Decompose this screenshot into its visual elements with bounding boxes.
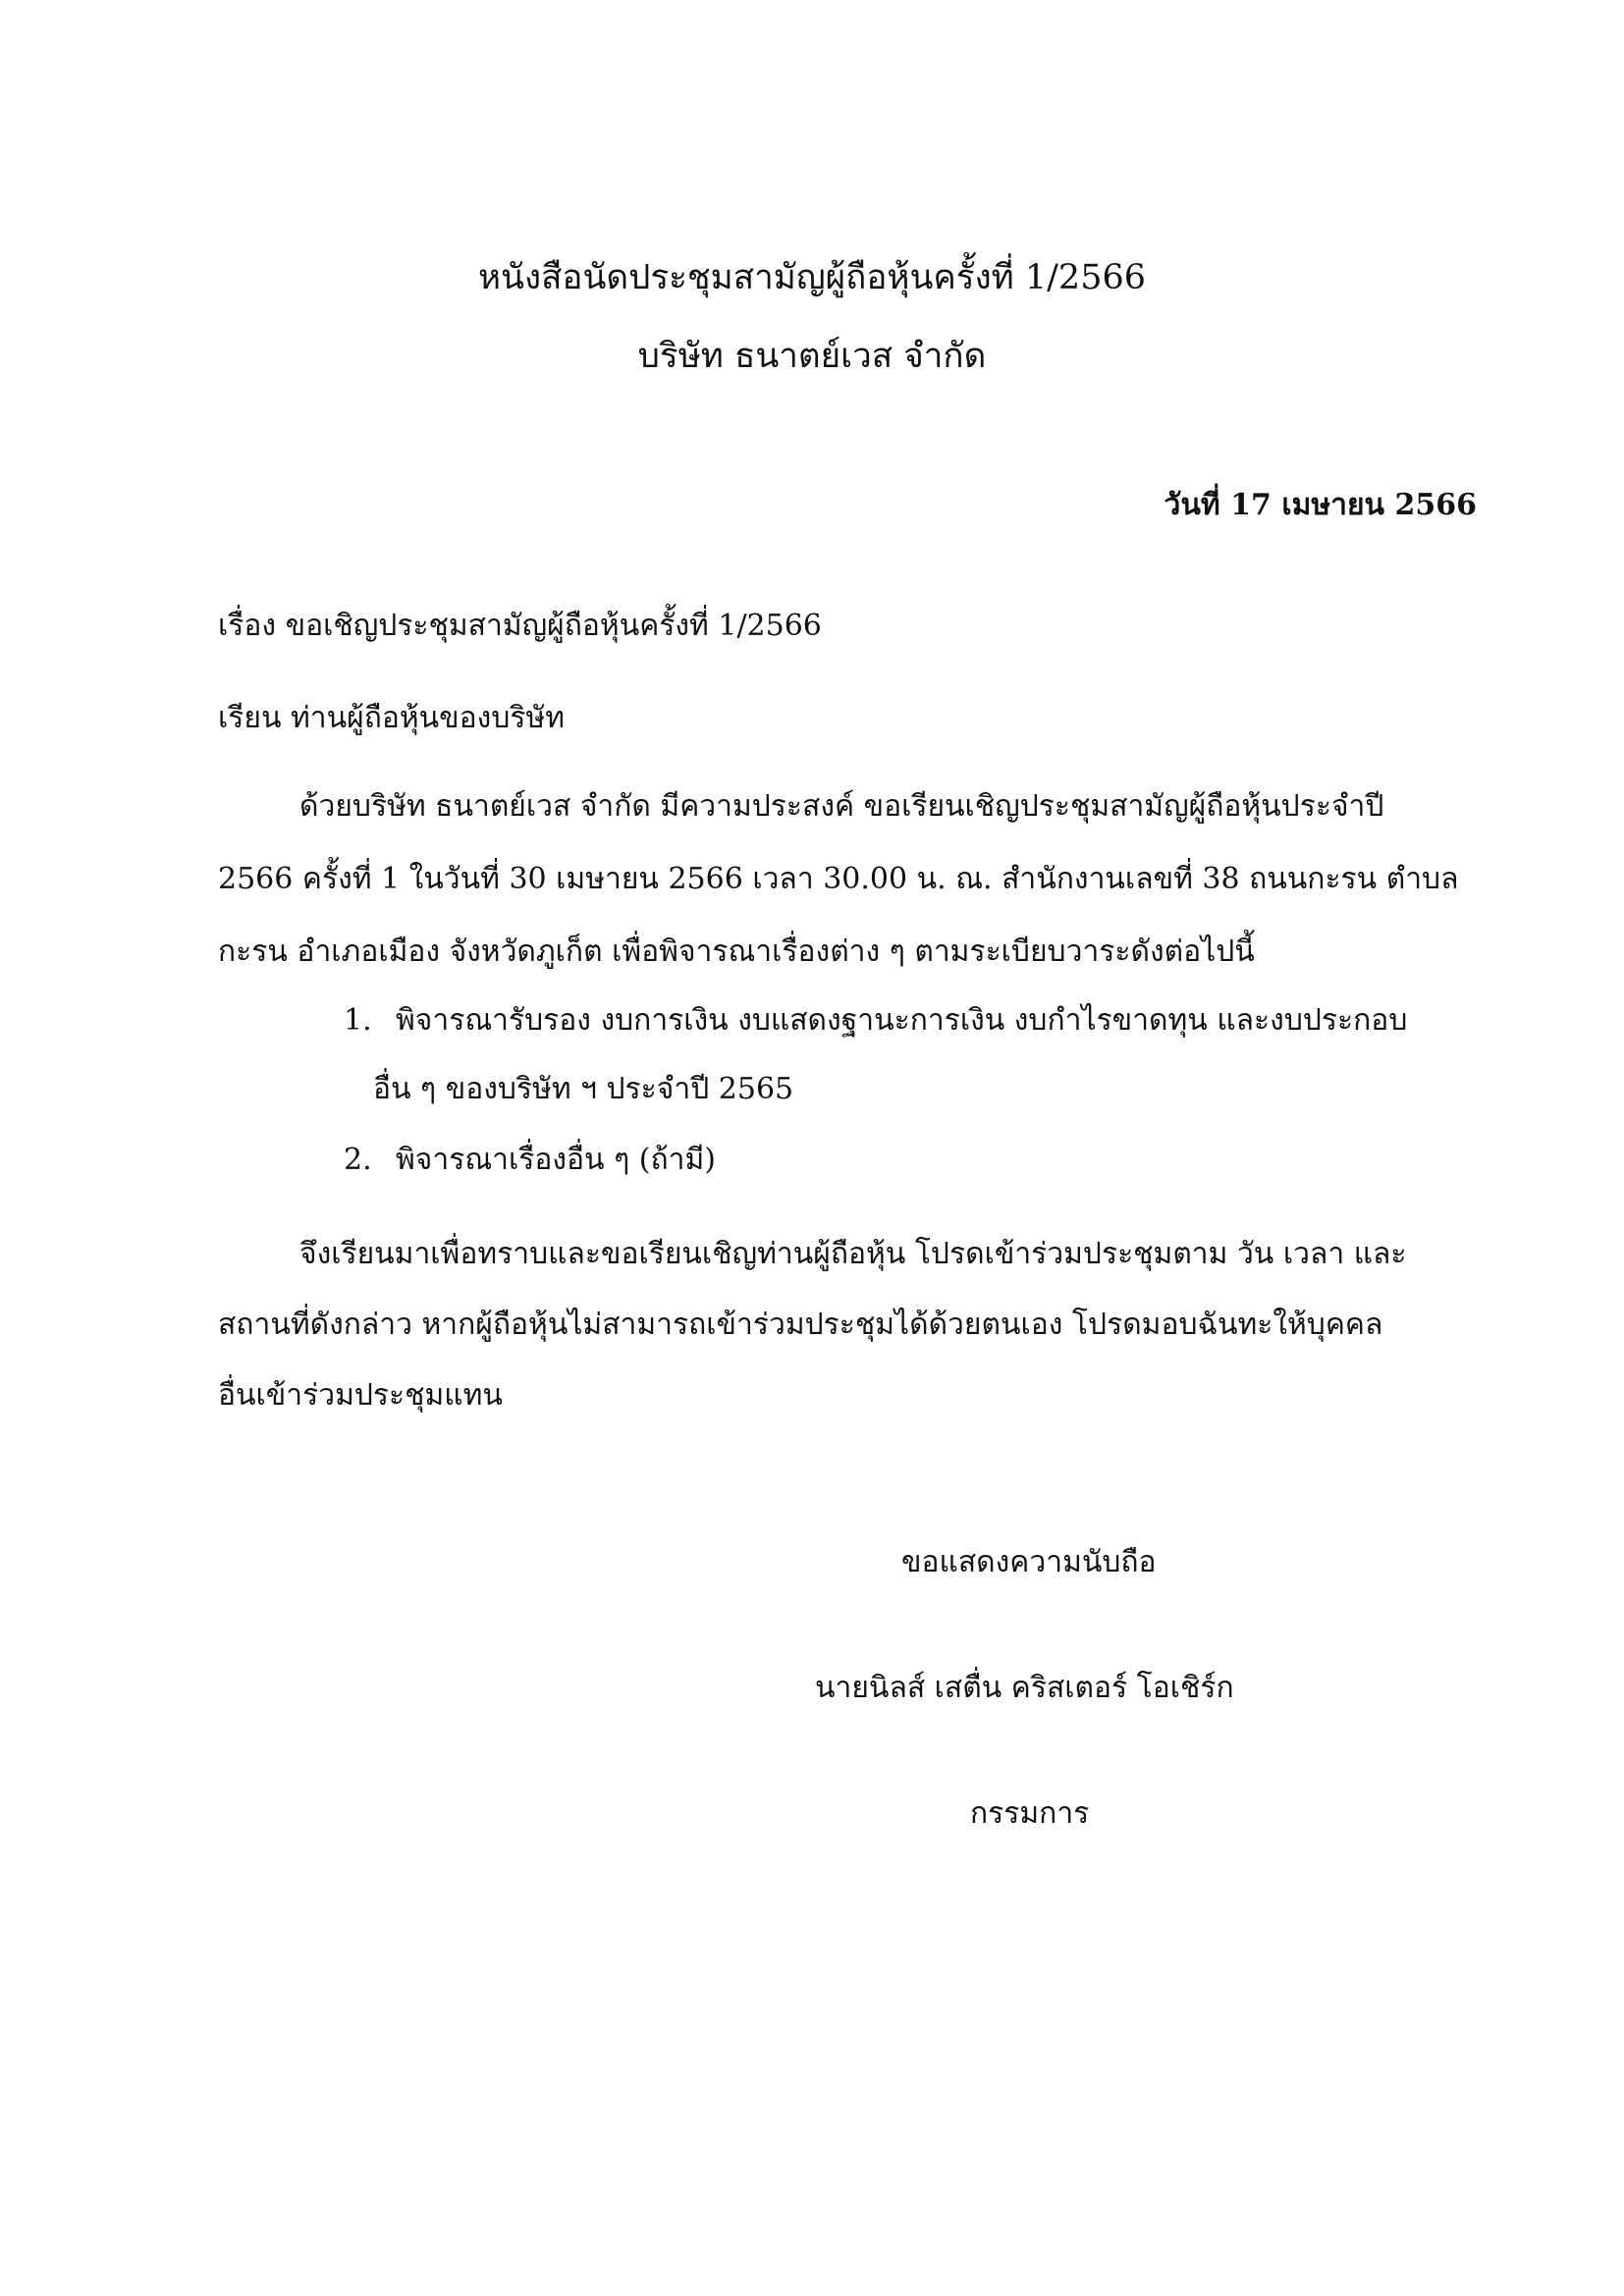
document-title: หนังสือนัดประชุมสามัญผู้ถือหุ้นครั้งที่ 1/2566 [477, 258, 1147, 297]
agenda-item-text: พิจารณารับรอง งบการเงิน งบแสดงฐานะการเงิน งบกำไรขาดทุน และงบประกอบ [396, 1003, 1408, 1038]
recipient-line: เรียน ท่านผู้ถือหุ้นของบริษัท [218, 701, 566, 735]
closing-phrase: ขอแสดงความนับถือ [901, 1545, 1157, 1579]
paragraph-2-line: จึงเรียนมาเพื่อทราบและขอเรียนเชิญท่านผู้ถือหุ้น โปรดเข้าร่วมประชุมตาม วัน เวลา และ [299, 1237, 1407, 1271]
paragraph-1-line: 2566 ครั้งที่ 1 ในวันที่ 30 เมษายน 2566 เวลา 30.00 น. ณ. สำนักงานเลขที่ 38 ถนนกะรน ตำบล [218, 862, 1459, 896]
paragraph-1-line: กะรน อำเภอเมือง จังหวัดภูเก็ต เพื่อพิจารณาเรื่องต่าง ๆ ตามระเบียบวาระดังต่อไปนี้ [218, 934, 1255, 969]
paragraph-2-line: อื่นเข้าร่วมประชุมแทน [218, 1378, 503, 1413]
agenda-item-text: อื่น ๆ ของบริษัท ฯ ประจำปี 2565 [373, 1072, 794, 1106]
paragraph-1-line: ด้วยบริษัท ธนาตย์เวส จำกัด มีความประสงค์ ขอเรียนเชิญประชุมสามัญผู้ถือหุ้นประจำปี [299, 789, 1384, 824]
agenda-item-number: 1. [344, 1003, 372, 1038]
agenda-item-number: 2. [344, 1143, 372, 1177]
paragraph-2-line: สถานที่ดังกล่าว หากผู้ถือหุ้นไม่สามารถเข้าร่วมประชุมได้ด้วยตนเอง โปรดมอบฉันทะให้บุคคล [218, 1308, 1383, 1342]
signer-name: นายนิลส์ เสตื่น คริสเตอร์ โอเชิร์ก [815, 1671, 1234, 1705]
document-date: วันที่ 17 เมษายน 2566 [1164, 488, 1477, 522]
agenda-item-text: พิจารณาเรื่องอื่น ๆ (ถ้ามี) [396, 1143, 716, 1177]
subject-line: เรื่อง ขอเชิญประชุมสามัญผู้ถือหุ้นครั้งที่ 1/2566 [218, 609, 822, 643]
company-name: บริษัท ธนาตย์เวส จำกัด [637, 337, 987, 376]
signer-position: กรรมการ [970, 1796, 1090, 1831]
